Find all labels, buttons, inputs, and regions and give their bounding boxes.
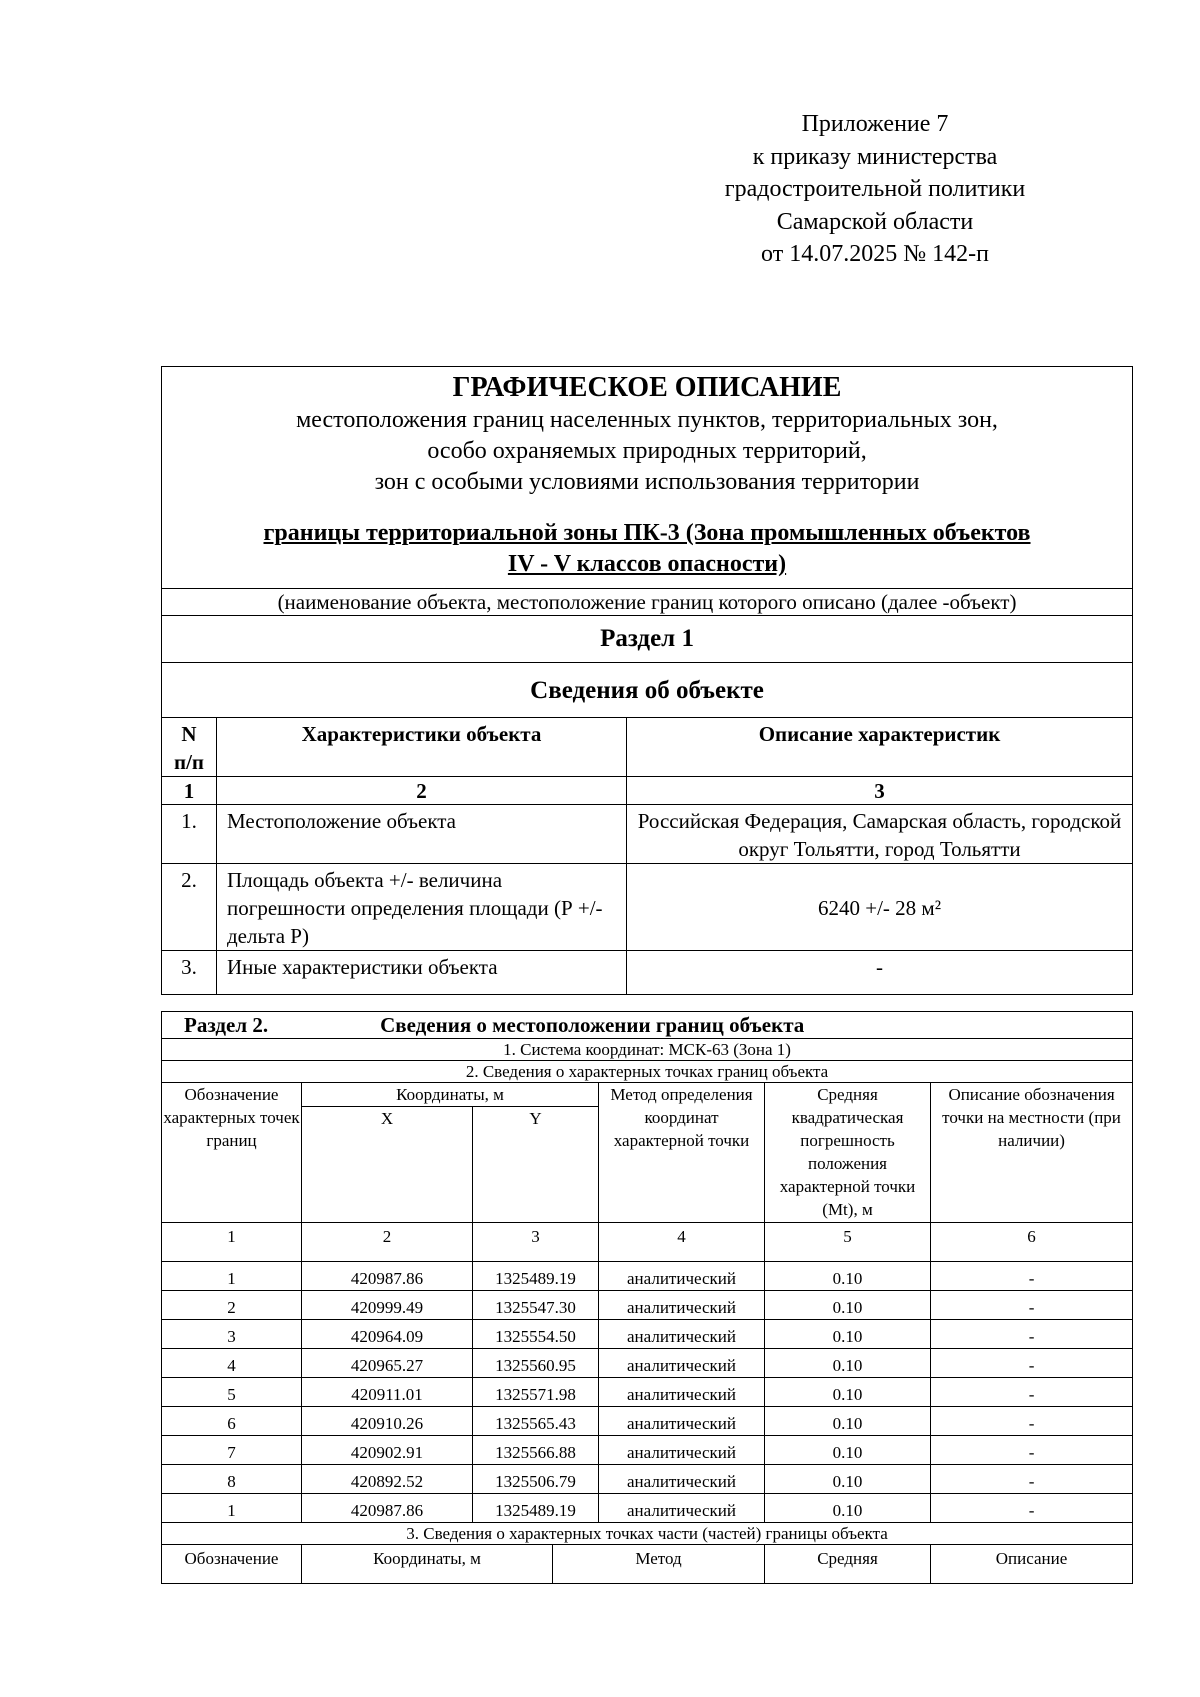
col-header-num-line-2: п/п xyxy=(173,750,205,774)
point-y: 1325489.19 xyxy=(473,1262,599,1291)
row-name: Местоположение объекта xyxy=(217,805,627,864)
point-error: 0.10 xyxy=(765,1349,931,1378)
point-id: 2 xyxy=(162,1291,302,1320)
point-desc: - xyxy=(931,1465,1133,1494)
boundary-points-table xyxy=(161,1011,1133,1584)
section1-subtitle: Сведения об объекте xyxy=(162,663,1133,718)
header-x: X xyxy=(302,1107,473,1223)
point-method: аналитический xyxy=(599,1349,765,1378)
col-header-num xyxy=(162,718,217,777)
point-x: 420987.86 xyxy=(302,1494,473,1523)
point-error: 0.10 xyxy=(765,1465,931,1494)
point-x: 420911.01 xyxy=(302,1378,473,1407)
coord-system: 1. Система координат: МСК-63 (Зона 1) xyxy=(162,1039,1133,1061)
point-error: 0.10 xyxy=(765,1291,931,1320)
point-method: аналитический xyxy=(599,1320,765,1349)
point-x: 420892.52 xyxy=(302,1465,473,1494)
parts-header-error: Средняя xyxy=(765,1545,931,1584)
col-header-num-line-1: N xyxy=(181,722,197,746)
parts-header-coords: Координаты, м xyxy=(302,1545,553,1584)
point-x: 420999.49 xyxy=(302,1291,473,1320)
table-row xyxy=(162,1291,1133,1320)
row-value: 6240 +/- 28 м² xyxy=(627,864,1133,951)
section1-title: Раздел 1 xyxy=(162,616,1133,663)
table-row xyxy=(162,864,1133,951)
document-title: ГРАФИЧЕСКОЕ ОПИСАНИЕ xyxy=(452,372,842,403)
point-y: 1325560.95 xyxy=(473,1349,599,1378)
document-subtitle-1: местоположения границ населенных пунктов, территориальных зон, xyxy=(296,407,998,433)
table-row xyxy=(162,1407,1133,1436)
point-id: 4 xyxy=(162,1349,302,1378)
point-desc: - xyxy=(931,1494,1133,1523)
point-y: 1325566.88 xyxy=(473,1436,599,1465)
table-row xyxy=(162,1320,1133,1349)
parts-header-description: Описание xyxy=(931,1545,1133,1584)
row-value: Российская Федерация, Самарская область, городской округ Тольятти, город Тольятти xyxy=(627,805,1133,864)
point-method: аналитический xyxy=(599,1436,765,1465)
point-method: аналитический xyxy=(599,1378,765,1407)
point-method: аналитический xyxy=(599,1407,765,1436)
point-x: 420987.86 xyxy=(302,1262,473,1291)
col-header-description: Описание характеристик xyxy=(627,718,1133,777)
table-row xyxy=(162,1436,1133,1465)
point-y: 1325506.79 xyxy=(473,1465,599,1494)
point-id: 1 xyxy=(162,1494,302,1523)
point-desc: - xyxy=(931,1349,1133,1378)
point-error: 0.10 xyxy=(765,1494,931,1523)
col-index-6: 6 xyxy=(931,1223,1133,1262)
table-row xyxy=(162,1378,1133,1407)
point-id: 1 xyxy=(162,1262,302,1291)
point-y: 1325565.43 xyxy=(473,1407,599,1436)
table-row xyxy=(162,805,1133,864)
point-error: 0.10 xyxy=(765,1436,931,1465)
row-num: 1. xyxy=(162,805,217,864)
appendix-line-2: к приказу министерства xyxy=(752,143,998,170)
appendix-line-3: градостроительной политики xyxy=(724,176,1026,202)
point-desc: - xyxy=(931,1262,1133,1291)
col-index-1: 1 xyxy=(162,777,217,805)
col-index-5: 5 xyxy=(765,1223,931,1262)
point-id: 6 xyxy=(162,1407,302,1436)
point-x: 420902.91 xyxy=(302,1436,473,1465)
point-desc: - xyxy=(931,1320,1133,1349)
object-note: (наименование объекта, местоположение границ которого описано (далее -объект) xyxy=(162,589,1133,616)
point-id: 7 xyxy=(162,1436,302,1465)
point-desc: - xyxy=(931,1436,1133,1465)
parts-title: 3. Сведения о характерных точках части (частей) границы объекта xyxy=(162,1523,1133,1545)
section2-heading xyxy=(162,1012,1133,1039)
row-name: Иные характеристики объекта xyxy=(217,951,627,995)
col-index-2: 2 xyxy=(217,777,627,805)
point-x: 420964.09 xyxy=(302,1320,473,1349)
appendix-block xyxy=(690,108,1060,271)
document-subtitle-3: зон с особыми условиями использования территории xyxy=(374,469,920,495)
point-y: 1325547.30 xyxy=(473,1291,599,1320)
table-row xyxy=(162,951,1133,995)
point-y: 1325554.50 xyxy=(473,1320,599,1349)
point-x: 420965.27 xyxy=(302,1349,473,1378)
point-y: 1325571.98 xyxy=(473,1378,599,1407)
point-method: аналитический xyxy=(599,1291,765,1320)
table-row xyxy=(162,1349,1133,1378)
table-row xyxy=(162,1262,1133,1291)
table-row xyxy=(162,1494,1133,1523)
point-id: 3 xyxy=(162,1320,302,1349)
point-error: 0.10 xyxy=(765,1320,931,1349)
table-row xyxy=(162,1465,1133,1494)
col-index-2: 2 xyxy=(302,1223,473,1262)
point-y: 1325489.19 xyxy=(473,1494,599,1523)
point-x: 420910.26 xyxy=(302,1407,473,1436)
header-coords: Координаты, м xyxy=(302,1083,599,1107)
col-header-characteristics: Характеристики объекта xyxy=(217,718,627,777)
appendix-line-1: Приложение 7 xyxy=(801,111,949,137)
point-method: аналитический xyxy=(599,1465,765,1494)
point-method: аналитический xyxy=(599,1494,765,1523)
section2-label: Раздел 2. xyxy=(184,1012,269,1037)
col-index-1: 1 xyxy=(162,1223,302,1262)
header-description: Описание обозначения точки на местности (при наличии) xyxy=(931,1083,1133,1223)
point-method: аналитический xyxy=(599,1262,765,1291)
points-title: 2. Сведения о характерных точках границ объекта xyxy=(162,1061,1133,1083)
row-value: - xyxy=(627,951,1133,995)
point-error: 0.10 xyxy=(765,1407,931,1436)
object-name-line-2: IV - V классов опасности) xyxy=(507,551,787,577)
appendix-line-5: от 14.07.2025 № 142-п xyxy=(761,241,989,267)
row-name: Площадь объекта +/- величина погрешности определения площади (Р +/-дельта Р) xyxy=(217,864,627,951)
document-subtitle-2: особо охраняемых природных территорий, xyxy=(427,438,867,464)
col-index-3: 3 xyxy=(627,777,1133,805)
object-name-line-1: границы территориальной зоны ПК-3 (Зона промышленных объектов xyxy=(263,520,1031,546)
col-index-3: 3 xyxy=(473,1223,599,1262)
row-num: 2. xyxy=(162,864,217,951)
document-header xyxy=(162,367,1133,589)
point-desc: - xyxy=(931,1291,1133,1320)
section2-title: Сведения о местоположении границ объекта xyxy=(380,1012,805,1037)
row-num: 3. xyxy=(162,951,217,995)
point-error: 0.10 xyxy=(765,1262,931,1291)
point-id: 8 xyxy=(162,1465,302,1494)
col-index-4: 4 xyxy=(599,1223,765,1262)
parts-header-method: Метод xyxy=(553,1545,765,1584)
object-info-table xyxy=(161,366,1133,995)
point-desc: - xyxy=(931,1378,1133,1407)
parts-header-point: Обозначение xyxy=(162,1545,302,1584)
point-error: 0.10 xyxy=(765,1378,931,1407)
appendix-line-4: Самарской области xyxy=(776,208,974,235)
point-desc: - xyxy=(931,1407,1133,1436)
header-method: Метод определения координат характерной точки xyxy=(599,1083,765,1223)
header-point: Обозначение характерных точек границ xyxy=(162,1083,302,1223)
header-error: Средняя квадратическая погрешность положения характерной точки (Mt), м xyxy=(765,1083,931,1223)
header-y: Y xyxy=(473,1107,599,1223)
point-id: 5 xyxy=(162,1378,302,1407)
